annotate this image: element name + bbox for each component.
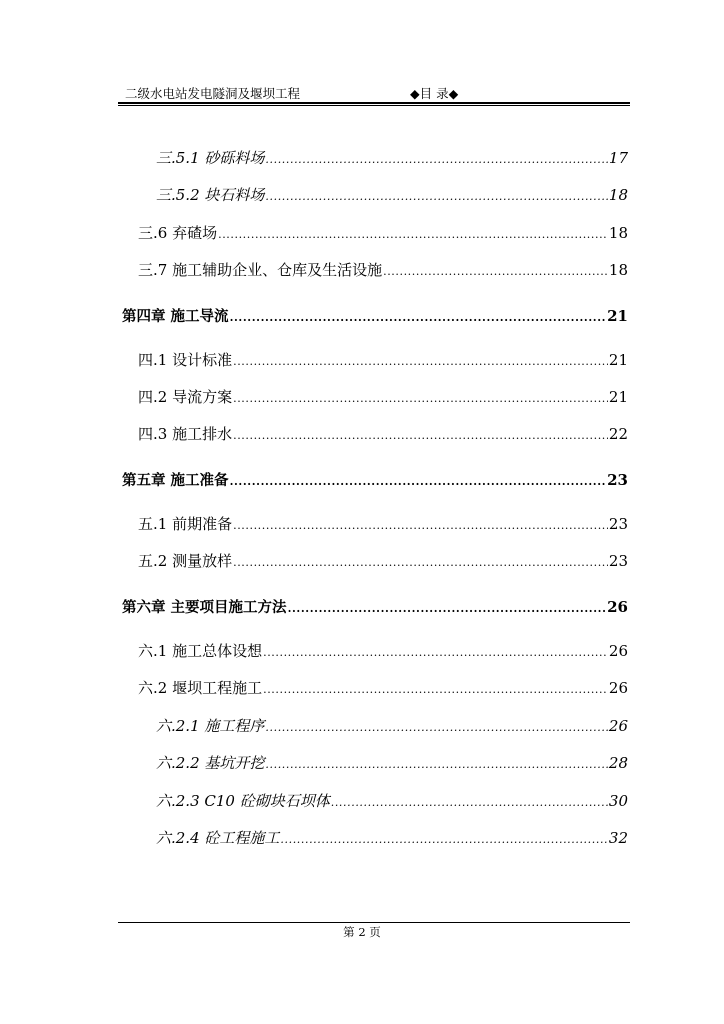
toc-entry[interactable] [138,387,628,409]
toc-entry-page: 21 [608,351,628,369]
toc-entry[interactable] [138,424,628,446]
toc-entry-page: 21 [608,388,628,406]
toc-entry-page: 17 [608,149,628,167]
toc-entry-page: 26 [608,679,628,697]
toc-entry[interactable] [156,185,628,207]
toc-leader-dots [265,187,608,207]
toc-leader-dots [383,262,608,282]
toc-entry-label: 五.1 前期准备 [138,515,233,533]
toc-entry-label: 六.2.3 C10 砼砌块石坝体 [156,792,330,810]
toc-leader-dots [280,830,608,850]
toc-entry-label: 三.7 施工辅助企业、仓库及生活设施 [138,261,383,279]
toc-leader-dots [263,680,608,700]
toc-entry[interactable] [138,260,628,282]
toc-leader-dots [230,308,607,328]
toc-leader-dots [265,718,608,738]
toc-entry-label: 四.2 导流方案 [138,388,233,406]
toc-entry-label: 第六章 主要项目施工方法 [122,600,287,616]
page-number: 第 2 页 [343,925,381,939]
toc-entry[interactable] [138,350,628,372]
toc-entry-page: 26 [608,717,628,735]
toc-entry[interactable] [156,791,628,813]
toc-entry[interactable] [138,678,628,700]
toc-entry[interactable] [156,828,628,850]
toc-leader-dots [230,472,607,492]
toc-entry-label: 四.3 施工排水 [138,425,233,443]
toc-leader-dots [233,389,608,409]
toc-entry[interactable] [138,551,628,573]
toc-leader-dots [263,643,608,663]
toc-entry-label: 四.1 设计标准 [138,351,233,369]
toc-entry-page: 18 [608,224,628,242]
toc-entry-page: 23 [607,471,628,489]
toc-entry-label: 六.2.1 施工程序 [156,717,265,735]
toc-entry[interactable] [138,641,628,663]
toc-leader-dots [288,599,607,619]
toc-chapter-entry[interactable] [122,306,628,328]
toc-entry[interactable] [156,148,628,170]
toc-entry-page: 21 [607,307,628,325]
toc-leader-dots [218,225,608,245]
toc-entry-page: 32 [608,829,628,847]
toc-leader-dots [233,426,608,446]
toc-entry[interactable] [156,716,628,738]
toc-entry-page: 28 [608,754,628,772]
toc-entry-page: 23 [608,515,628,533]
toc-entry-page: 18 [608,186,628,204]
footer-rule [118,922,630,923]
toc-entry-page: 23 [608,552,628,570]
toc-entry-label: 三.5.1 砂砾料场 [156,149,265,167]
toc-entry-label: 三.5.2 块石料场 [156,186,265,204]
toc-entry[interactable] [156,753,628,775]
document-title: 二级水电站发电隧洞及堰坝工程 [125,86,301,101]
toc-entry-label: 五.2 测量放样 [138,552,233,570]
toc-entry-label: 六.2.4 砼工程施工 [156,829,280,847]
toc-leader-dots [265,755,608,775]
toc-entry-label: 六.1 施工总体设想 [138,642,263,660]
section-title: ◆目 录◆ [410,86,459,101]
toc-entry-label: 第五章 施工准备 [122,473,229,489]
toc-chapter-entry[interactable] [122,470,628,492]
toc-entry-page: 22 [608,425,628,443]
toc-entry-page: 30 [608,792,628,810]
toc-chapter-entry[interactable] [122,597,628,619]
toc-leader-dots [233,516,608,536]
toc-entry[interactable] [138,514,628,536]
toc-entry-page: 26 [608,642,628,660]
toc-leader-dots [233,553,608,573]
header-rule-thin [118,105,630,106]
header-rule-thick [118,102,630,104]
toc-entry-page: 18 [608,261,628,279]
toc-entry-label: 三.6 弃碴场 [138,224,218,242]
toc-leader-dots [265,150,608,170]
toc-entry-label: 六.2.2 基坑开挖 [156,754,265,772]
toc-entry-label: 六.2 堰坝工程施工 [138,679,263,697]
toc-entry-page: 26 [607,598,628,616]
toc-leader-dots [331,793,608,813]
toc-leader-dots [233,352,608,372]
toc-entry-label: 第四章 施工导流 [122,309,229,325]
toc-entry[interactable] [138,223,628,245]
